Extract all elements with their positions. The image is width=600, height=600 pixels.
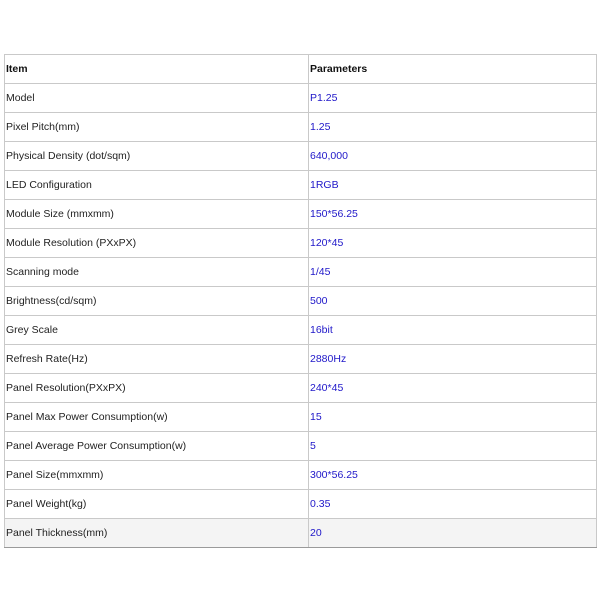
- table-row: [5, 519, 597, 548]
- value-cell: 0.35: [309, 490, 597, 519]
- header-parameters: Parameters: [309, 55, 597, 84]
- table-row: [5, 432, 597, 461]
- value-cell: 1.25: [309, 113, 597, 142]
- value-cell: 500: [309, 287, 597, 316]
- item-cell: LED Configuration: [5, 171, 309, 200]
- item-cell: Pixel Pitch(mm): [5, 113, 309, 142]
- spec-table: [4, 54, 597, 548]
- table-row: [5, 345, 597, 374]
- value-cell: 5: [309, 432, 597, 461]
- value-cell: 1RGB: [309, 171, 597, 200]
- value-cell: 120*45: [309, 229, 597, 258]
- table-row: [5, 113, 597, 142]
- item-cell: Brightness(cd/sqm): [5, 287, 309, 316]
- table-row: [5, 84, 597, 113]
- table-row: [5, 287, 597, 316]
- item-cell: Scanning mode: [5, 258, 309, 287]
- item-cell: Physical Density (dot/sqm): [5, 142, 309, 171]
- value-cell: 150*56.25: [309, 200, 597, 229]
- table-row: [5, 374, 597, 403]
- item-cell: Module Size (mmxmm): [5, 200, 309, 229]
- value-cell: 300*56.25: [309, 461, 597, 490]
- table-row: [5, 316, 597, 345]
- item-cell: Panel Max Power Consumption(w): [5, 403, 309, 432]
- item-cell: Panel Resolution(PXxPX): [5, 374, 309, 403]
- item-cell: Panel Size(mmxmm): [5, 461, 309, 490]
- value-cell: 640,000: [309, 142, 597, 171]
- item-cell: Panel Weight(kg): [5, 490, 309, 519]
- table-row: [5, 142, 597, 171]
- value-cell: 20: [309, 519, 597, 548]
- value-cell: 1/45: [309, 258, 597, 287]
- table-row: [5, 171, 597, 200]
- value-cell: 16bit: [309, 316, 597, 345]
- table-row: [5, 490, 597, 519]
- item-cell: Panel Thickness(mm): [5, 519, 309, 548]
- table-row: [5, 229, 597, 258]
- item-cell: Refresh Rate(Hz): [5, 345, 309, 374]
- value-cell: P1.25: [309, 84, 597, 113]
- header-item: Item: [5, 55, 309, 84]
- value-cell: 15: [309, 403, 597, 432]
- table-row: [5, 258, 597, 287]
- item-cell: Panel Average Power Consumption(w): [5, 432, 309, 461]
- item-cell: Grey Scale: [5, 316, 309, 345]
- table-row: [5, 461, 597, 490]
- table-row: [5, 200, 597, 229]
- table-row: [5, 403, 597, 432]
- item-cell: Module Resolution (PXxPX): [5, 229, 309, 258]
- item-cell: Model: [5, 84, 309, 113]
- value-cell: 2880Hz: [309, 345, 597, 374]
- value-cell: 240*45: [309, 374, 597, 403]
- table-header-row: [5, 55, 597, 84]
